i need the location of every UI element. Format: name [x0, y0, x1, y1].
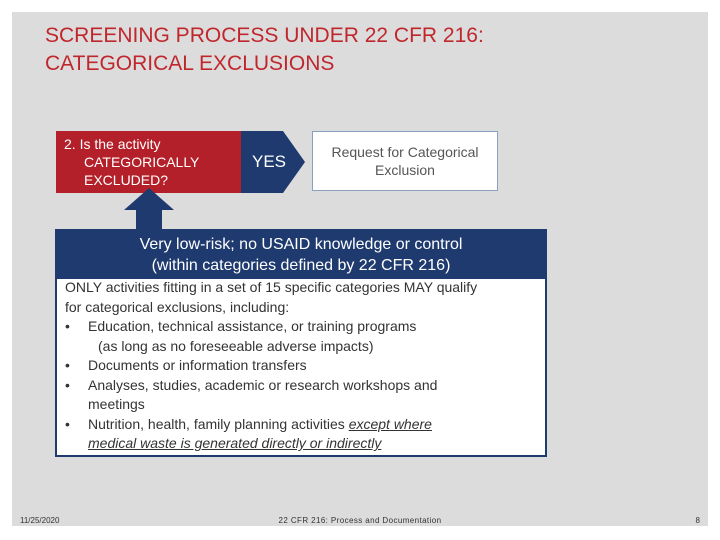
- info-body: [65, 278, 543, 454]
- info-intro-line-2: for categorical exclusions, including:: [65, 298, 290, 315]
- list-item: [65, 356, 543, 376]
- slide-title-line-2: CATEGORICAL EXCLUSIONS: [45, 52, 335, 75]
- slide-title: [45, 22, 665, 78]
- up-arrow-icon: [124, 188, 174, 230]
- request-line-2: Exclusion: [375, 162, 435, 178]
- bullet-text-plain: Nutrition, health, family planning activities: [88, 415, 349, 432]
- banner-line-1: Very low-risk; no USAID knowledge or control: [139, 236, 463, 253]
- request-line-1: Request for Categorical: [331, 144, 479, 160]
- bullet-text-line-1: Education, technical assistance, or training programs: [88, 318, 417, 334]
- list-item: [65, 376, 543, 415]
- list-item: [65, 415, 543, 454]
- bullet-text-line-2: medical waste is generated directly or indirectly: [88, 435, 382, 451]
- slide-title-line-1: SCREENING PROCESS UNDER 22 CFR 216:: [45, 24, 484, 47]
- bullet-text-line-1: Analyses, studies, academic or research workshops and: [88, 376, 438, 393]
- bullet-icon: •: [65, 376, 70, 393]
- request-categorical-exclusion-box: [312, 131, 498, 191]
- info-intro-line-1: ONLY activities fitting in a set of 15 specific categories MAY qualify: [65, 279, 478, 295]
- list-item: [65, 317, 543, 356]
- page-number: 8: [695, 516, 700, 525]
- bullet-text-underlined: except where: [348, 415, 432, 432]
- footer-title: 22 CFR 216: Process and Documentation: [278, 516, 442, 525]
- bullet-icon: •: [65, 415, 70, 432]
- question-line-1: 2. Is the activity: [64, 136, 161, 152]
- bullet-text-line-1: [88, 415, 543, 435]
- footer-date: 11/25/2020: [20, 516, 60, 525]
- bullet-text-line-2: meetings: [88, 396, 145, 412]
- yes-label: YES: [251, 152, 287, 171]
- risk-banner: [55, 229, 547, 279]
- question-line-2: CATEGORICALLY: [84, 154, 200, 170]
- banner-line-2: (within categories defined by 22 CFR 216): [151, 257, 451, 274]
- bullet-icon: •: [65, 357, 70, 373]
- question-line-3: EXCLUDED?: [84, 172, 169, 188]
- bullet-text-line-2: (as long as no foreseeable adverse impacts): [98, 337, 374, 354]
- bullet-text-line-1: Documents or information transfers: [88, 357, 307, 373]
- question-box: [56, 131, 241, 193]
- bullet-icon: •: [65, 318, 70, 334]
